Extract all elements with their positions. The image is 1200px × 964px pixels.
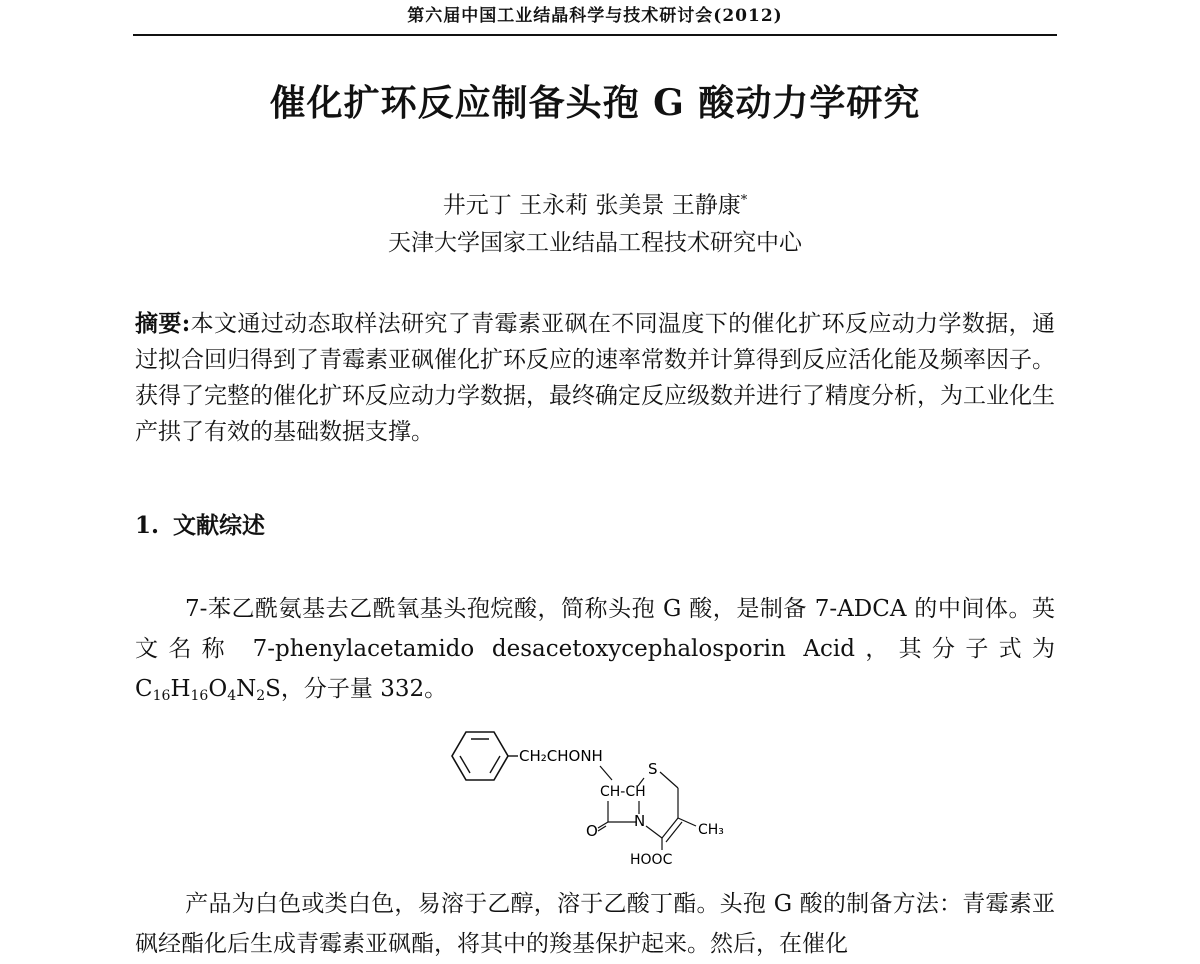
paragraph-intro-text: 7-苯乙酰氨基去乙酰氧基头孢烷酸，简称头孢 G 酸，是制备 7-ADCA 的中间体。英文名称 7-phenylacetamido desacetoxycephalosporin Acid，其分子式为 bbox=[135, 596, 1055, 662]
bond-c-c-double-b bbox=[666, 822, 682, 842]
molecular-formula bbox=[135, 676, 281, 702]
bond-n-c bbox=[646, 826, 662, 838]
bond-carbonyl-a bbox=[598, 822, 608, 828]
abstract-label: 摘要: bbox=[135, 310, 191, 337]
bridge-label: CH-CH bbox=[600, 784, 646, 800]
formula-h-count: 16 bbox=[190, 688, 209, 704]
paragraph-product bbox=[135, 884, 1055, 964]
bond-c-methyl bbox=[678, 818, 696, 826]
carboxyl-label: HOOC bbox=[630, 852, 673, 868]
bond-c-c-double bbox=[662, 818, 678, 838]
side-chain-label: CH₂CHONH bbox=[519, 747, 603, 765]
formula-n: N bbox=[236, 676, 257, 702]
formula-h: H bbox=[170, 676, 191, 702]
paragraph-product-text: 产品为白色或类白色，易溶于乙醇，溶于乙酸丁酯。头孢 G 酸的制备方法：青霉素亚砜经酯化后生成青霉素亚砜酯，将其中的羧基保护起来。然后，在催化 bbox=[135, 891, 1055, 957]
section-heading bbox=[135, 511, 265, 541]
formula-c: C bbox=[135, 676, 153, 702]
running-header: 第六届中国工业结晶科学与技术研讨会(2012) bbox=[407, 6, 783, 26]
section-number: 1. bbox=[135, 512, 160, 539]
corresponding-author-mark: * bbox=[740, 193, 748, 208]
formula-o: O bbox=[208, 676, 228, 702]
paper-title: 催化扩环反应制备头孢 G 酸动力学研究 bbox=[269, 82, 921, 124]
paragraph-intro-tail: ，分子量 332。 bbox=[280, 676, 448, 702]
authors-line bbox=[133, 186, 1057, 221]
bond-s-ch2 bbox=[660, 772, 678, 788]
sulfur-label: S bbox=[648, 760, 658, 778]
formula-n-count: 2 bbox=[256, 688, 266, 704]
carbonyl-oxygen-label: O bbox=[586, 822, 598, 840]
header-rule bbox=[133, 34, 1057, 36]
abstract bbox=[135, 306, 1055, 450]
chemical-structure-svg bbox=[440, 722, 750, 870]
bond-nh-ch bbox=[600, 766, 612, 780]
nitrogen-label: N bbox=[634, 812, 646, 830]
affiliation: 天津大学国家工业结晶工程技术研究中心 bbox=[388, 230, 802, 256]
abstract-text: 本文通过动态取样法研究了青霉素亚砜在不同温度下的催化扩环反应动力学数据，通过拟合回归得到了青霉素亚砜催化扩环反应的速率常数并计算得到反应活化能及频率因子。获得了完整的催化扩环反应动力学数据，最终确定反应级数并进行了精度分析，为工业化生产拱了有效的基础数据支撑。 bbox=[135, 311, 1055, 445]
benzene-double-bond bbox=[460, 756, 470, 773]
methyl-label: CH₃ bbox=[698, 822, 724, 838]
formula-c-count: 16 bbox=[152, 688, 171, 704]
benzene-double-bond bbox=[490, 756, 500, 773]
chemical-structure-figure bbox=[440, 722, 750, 870]
paragraph-intro bbox=[135, 589, 1055, 709]
author-names: 井元丁 王永莉 张美景 王静康 bbox=[442, 192, 741, 219]
formula-s: S bbox=[265, 676, 281, 702]
formula-o-count: 4 bbox=[227, 688, 237, 704]
section-title: 文献综述 bbox=[173, 512, 266, 539]
